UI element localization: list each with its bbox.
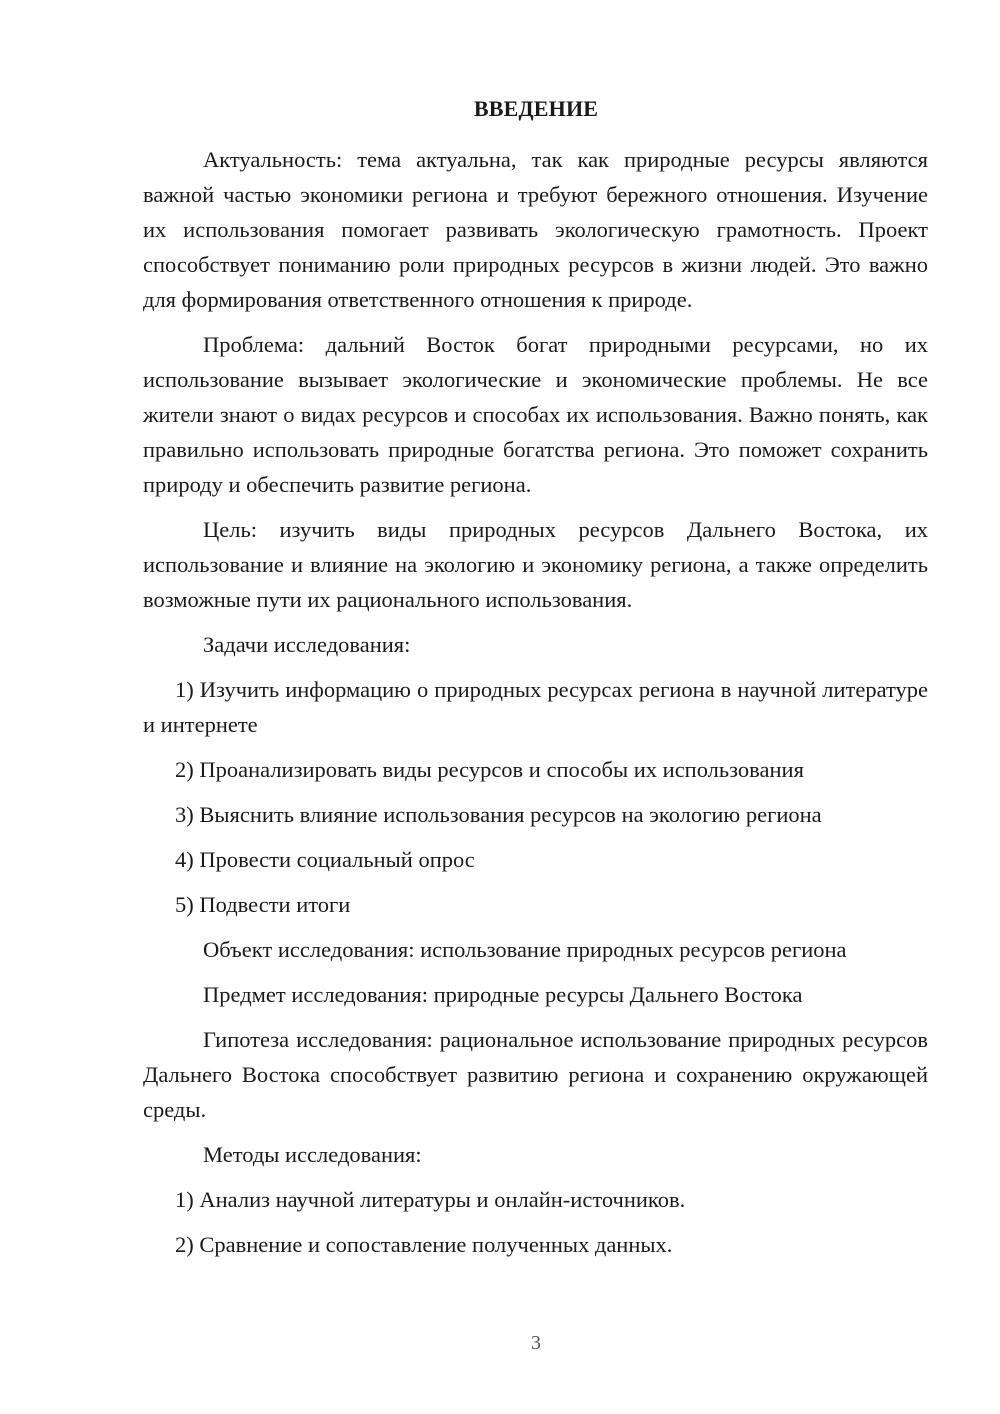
research-object: Объект исследования: использование природных ресурсов региона bbox=[203, 937, 847, 962]
goal-paragraph: Цель: изучить виды природных ресурсов Дальнего Востока, их использование и влияние на экологию и экономику региона, а также определить возможные пути их рационального использования. bbox=[143, 517, 928, 612]
document-body bbox=[143, 142, 928, 1272]
task-item-5: 5) Подвести итоги bbox=[175, 892, 351, 917]
method-item-1: 1) Анализ научной литературы и онлайн-источников. bbox=[175, 1187, 686, 1212]
task-item-2: 2) Проанализировать виды ресурсов и способы их использования bbox=[175, 757, 804, 782]
page-number: 3 bbox=[531, 1332, 541, 1354]
task-item-1: 1) Изучить информацию о природных ресурсах региона в научной литературе и интернете bbox=[143, 677, 928, 737]
methods-heading: Методы исследования: bbox=[203, 1142, 422, 1167]
method-item-2: 2) Сравнение и сопоставление полученных данных. bbox=[175, 1232, 673, 1257]
task-item-4: 4) Провести социальный опрос bbox=[175, 847, 475, 872]
tasks-heading: Задачи исследования: bbox=[203, 632, 411, 657]
task-item-3: 3) Выяснить влияние использования ресурсов на экологию региона bbox=[175, 802, 822, 827]
problem-paragraph: Проблема: дальний Восток богат природными ресурсами, но их использование вызывает экологические и экономические проблемы. Не все жители знают о видах ресурсов и способах их использования. Важно понять, как правильно использовать природные богатства региона. Это поможет сохранить природу и обеспечить развитие региона. bbox=[143, 332, 928, 497]
research-subject: Предмет исследования: природные ресурсы Дальнего Востока bbox=[203, 982, 803, 1007]
relevance-paragraph: Актуальность: тема актуальна, так как природные ресурсы являются важной частью экономики региона и требуют бережного отношения. Изучение их использования помогает развивать экологическую грамотность. Проект способствует пониманию роли природных ресурсов в жизни людей. Это важно для формирования ответственного отношения к природе. bbox=[143, 147, 928, 312]
research-hypothesis: Гипотеза исследования: рациональное использование природных ресурсов Дальнего Востока способствует развитию региона и сохранению окружающей среды. bbox=[143, 1027, 928, 1122]
page-title: ВВЕДЕНИЕ bbox=[473, 96, 599, 121]
